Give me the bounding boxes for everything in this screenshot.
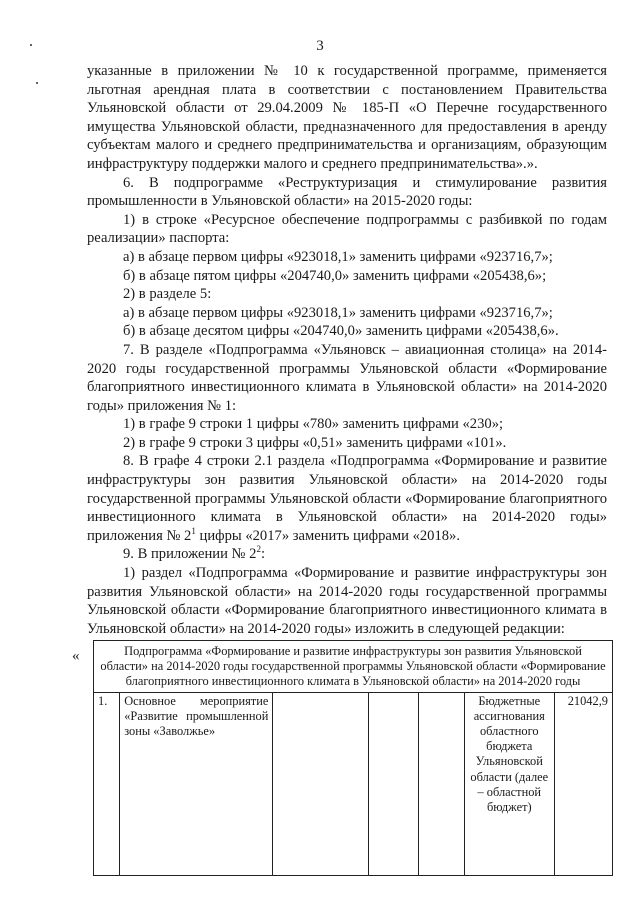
paragraph-subitem-b: б) в абзаце пятом цифры «204740,0» заменить цифрами «205438,6»; — [123, 267, 547, 284]
opening-quote: « — [72, 648, 80, 664]
paragraph-subitem-a: а) в абзаце первом цифры «923018,1» заменить цифрами «923716,7»; — [123, 248, 553, 265]
paragraph-item-9-tail: : — [260, 546, 265, 563]
empty-cell — [273, 692, 369, 875]
superscript: 2 — [256, 544, 261, 555]
table-row — [94, 692, 613, 875]
paragraph-subitem-b: б) в абзаце десятом цифры «204740,0» заменить цифрами «205438,6». — [123, 323, 559, 340]
paragraph-subitem-2: 2) в разделе 5: — [123, 286, 212, 303]
empty-cell — [419, 692, 465, 875]
paragraph-item-9 — [87, 545, 607, 564]
paragraph-item-8 — [87, 452, 607, 545]
paragraph-item-9-text: 9. В приложении № 2 — [123, 546, 257, 563]
table-header-cell: Подпрограмма «Формирование и развитие инфраструктуры зон развития Ульяновской области» на 2014-2020 годы государственной программы Ульяновской области «Формирование благоприятного инвестиционного климата в Ульяновской области» на 2014-2020 годы — [94, 641, 613, 693]
paragraph-item-7: 7. В разделе «Подпрограмма «Ульяновск – авиационная столица» на 2014-2020 годы государственной программы Ульяновской области «Формирование благоприятного инвестиционного климата в Ульяновской области» на 2014-2020 годы» приложения № 1: — [87, 341, 607, 414]
superscript: 1 — [191, 525, 196, 536]
paragraph-subitem-1: 1) раздел «Подпрограмма «Формирование и развитие инфраструктуры зон развития Ульяновской области» на 2014-2020 годы государственной программы Ульяновской области «Формирование благоприятного инвестиционного климата в Ульяновской области» на 2014-2020 годы» изложить в следующей редакции: — [87, 565, 607, 637]
amount-cell: 21042,9 — [554, 692, 612, 875]
paragraph-subitem-1: 1) в строке «Ресурсное обеспечение подпрограммы с разбивкой по годам реализации» паспорта: — [87, 211, 607, 247]
scan-speck — [36, 82, 38, 84]
page-number: 3 — [316, 38, 324, 54]
paragraph-continuation: указанные в приложении № 10 к государственной программе, применяется льготная арендная плата в соответствии с постановлением Правительства Ульяновской области от 29.04.2009 № 185-П «О Перечне государственного имущества Ульяновской области, предназначенного для предоставления в аренду субъектам малого и среднего предпринимательства и организациям, образующим инфраструктуру поддержки малого и среднего предпринимательства».». — [87, 63, 607, 172]
paragraph-subitem-1: 1) в графе 9 строки 1 цифры «780» заменить цифрами «230»; — [123, 416, 504, 433]
paragraph-item-8-tail: цифры «2017» заменить цифрами «2018». — [195, 527, 460, 544]
paragraph-item-6: 6. В подпрограмме «Реструктуризация и стимулирование развития промышленности в Ульяновской области» на 2015-2020 годы: — [87, 174, 607, 210]
table-header-row — [94, 641, 613, 693]
funding-source-cell: Бюджетные ассигнования областного бюджета Ульяновской области (далее – областной бюджет) — [464, 692, 554, 875]
empty-cell — [369, 692, 419, 875]
paragraph-subitem-2: 2) в графе 9 строки 3 цифры «0,51» заменить цифрами «101». — [123, 434, 507, 451]
paragraph-item-8-text: 8. В графе 4 строки 2.1 раздела «Подпрограмма «Формирование и развитие инфраструктуры зон развития Ульяновской области» на 2014-2020 годы государственной программы Ульяновской области «Формирование благоприятного инвестиционного климата в Ульяновской области» на 2014-2020 годы» приложения № 2 — [87, 453, 607, 544]
document-body — [87, 62, 607, 638]
paragraph-subitem-a: а) в абзаце первом цифры «923018,1» заменить цифрами «923716,7»; — [123, 304, 553, 321]
subprogram-table — [93, 640, 613, 876]
row-number-cell: 1. — [94, 692, 120, 875]
activity-name-cell: Основное мероприятие «Развитие промышленной зоны «Заволжье» — [120, 692, 273, 875]
